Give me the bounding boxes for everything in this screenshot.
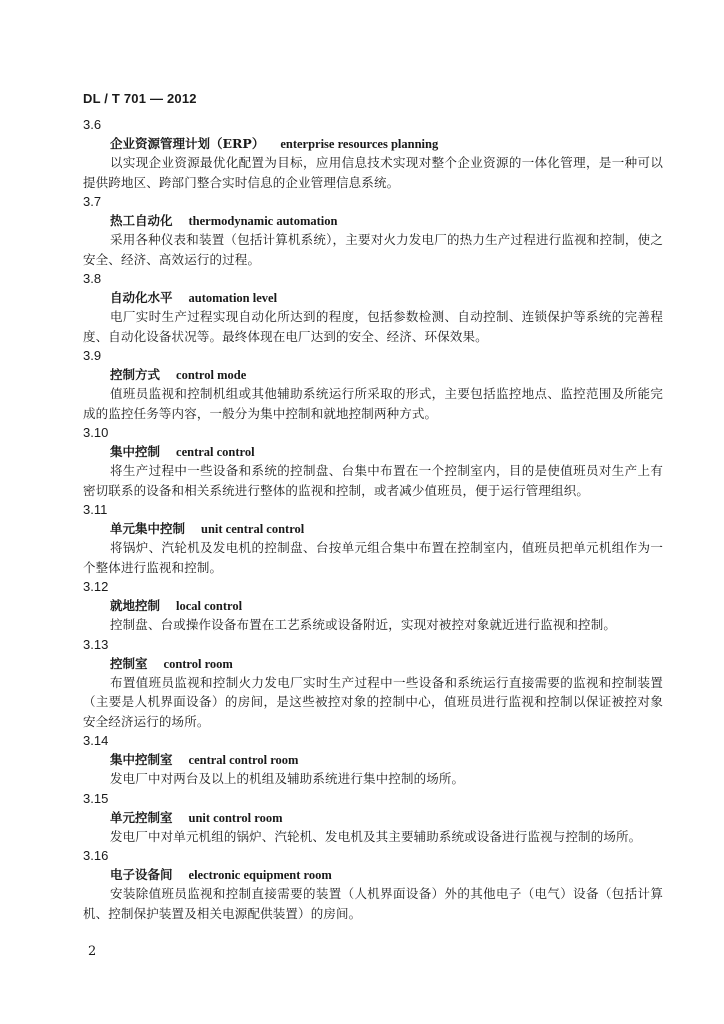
page-number: 2 <box>88 944 97 959</box>
term-title-zh: 电子设备间 <box>110 867 173 882</box>
term-definition: 值班员监视和控制机组或其他辅助系统运行所采取的形式，主要包括监控地点、监控范围及所能完成的监控任务等内容，一般分为集中控制和就地控制两种方式。 <box>83 386 663 421</box>
term-number: 3.16 <box>83 848 109 863</box>
term-entry <box>83 789 663 847</box>
term-title-zh: 集中控制 <box>110 444 161 459</box>
term-title-en: central control room <box>188 753 299 767</box>
term-entry <box>83 731 663 789</box>
term-title-en: thermodynamic automation <box>188 214 338 228</box>
term-title <box>83 750 663 769</box>
terms-list <box>83 115 663 923</box>
term-number: 3.15 <box>83 790 109 806</box>
term-title <box>83 865 663 884</box>
term-title-zh: 企业资源管理计划（ERP） <box>110 136 265 151</box>
term-number: 3.14 <box>83 733 109 748</box>
term-title-en: automation level <box>188 291 278 305</box>
term-definition: 将生产过程中一些设备和系统的控制盘、台集中布置在一个控制室内，目的是使值班员对生产上有密切联系的设备和相关系统进行整体的监视和控制，或者减少值班员，便于运行管理组织。 <box>83 463 663 498</box>
term-number: 3.8 <box>83 271 102 286</box>
term-entry <box>83 346 663 423</box>
term-title <box>83 654 663 673</box>
term-number: 3.13 <box>83 636 109 652</box>
term-definition: 布置值班员监视和控制火力发电厂实时生产过程中一些设备和系统运行直接需要的监视和控制装置（主要是人机界面设备）的房间，是这些被控对象的控制中心，值班员进行监视和控制以保证被控对象安全经济运行的场所。 <box>83 674 663 729</box>
term-number: 3.10 <box>83 425 109 440</box>
term-title <box>83 596 663 615</box>
term-title-zh: 热工自动化 <box>110 213 173 228</box>
term-title <box>83 288 663 307</box>
term-definition: 发电厂中对单元机组的锅炉、汽轮机、发电机及其主要辅助系统或设备进行监视与控制的场所。 <box>110 828 642 844</box>
term-title-zh: 控制室 <box>110 655 148 671</box>
term-number: 3.11 <box>83 502 108 517</box>
term-title-en: local control <box>176 599 243 613</box>
term-title-zh: 控制方式 <box>110 367 161 382</box>
term-entry <box>83 846 663 923</box>
term-title <box>83 519 663 538</box>
term-entry <box>83 269 663 346</box>
term-title-zh: 单元控制室 <box>110 809 173 825</box>
term-title-en: enterprise resources planning <box>280 137 439 151</box>
standard-code-header: DL / T 701 — 2012 <box>83 91 197 106</box>
term-title <box>83 134 663 153</box>
term-entry <box>83 423 663 500</box>
term-title-en: central control <box>176 445 255 459</box>
term-definition: 控制盘、台或操作设备布置在工艺系统或设备附近，实现对被控对象就近进行监视和控制。 <box>110 617 617 632</box>
term-title-zh: 自动化水平 <box>110 290 173 305</box>
term-title-en: unit central control <box>201 522 305 536</box>
term-title-en: control room <box>163 656 233 671</box>
term-definition: 以实现企业资源最优化配置为目标，应用信息技术实现对整个企业资源的一体化管理，是一种可以提供跨地区、跨部门整合实时信息的企业管理信息系统。 <box>83 155 663 190</box>
term-definition: 发电厂中对两台及以上的机组及辅助系统进行集中控制的场所。 <box>110 771 465 786</box>
term-title <box>83 808 663 827</box>
term-number: 3.7 <box>83 194 102 209</box>
term-entry <box>83 635 663 732</box>
term-title-zh: 就地控制 <box>110 598 161 613</box>
term-title-en: unit control room <box>188 810 283 825</box>
term-title-zh: 集中控制室 <box>110 752 173 767</box>
term-number: 3.6 <box>83 117 102 132</box>
term-definition: 电厂实时生产过程实现自动化所达到的程度，包括参数检测、自动控制、连锁保护等系统的完善程度、自动化设备状况等。最终体现在电厂达到的安全、经济、环保效果。 <box>83 309 663 344</box>
term-entry <box>83 500 663 577</box>
term-entry <box>83 577 663 635</box>
term-entry <box>83 192 663 269</box>
term-title-zh: 单元集中控制 <box>110 521 186 536</box>
term-title <box>83 365 663 384</box>
term-title <box>83 211 663 230</box>
term-title-en: control mode <box>176 368 247 382</box>
term-definition: 安装除值班员监视和控制直接需要的装置（人机界面设备）外的其他电子（电气）设备（包括计算机、控制保护装置及相关电源配供装置）的房间。 <box>83 886 663 921</box>
term-definition: 将锅炉、汽轮机及发电机的控制盘、台按单元组合集中布置在控制室内，值班员把单元机组作为一个整体进行监视和控制。 <box>83 540 663 575</box>
term-title <box>83 442 663 461</box>
term-definition: 采用各种仪表和装置（包括计算机系统），主要对火力发电厂的热力生产过程进行监视和控制，使之安全、经济、高效运行的过程。 <box>83 232 663 267</box>
term-title-en: electronic equipment room <box>188 868 332 882</box>
term-number: 3.12 <box>83 579 109 594</box>
term-number: 3.9 <box>83 348 102 363</box>
term-entry <box>83 115 663 192</box>
